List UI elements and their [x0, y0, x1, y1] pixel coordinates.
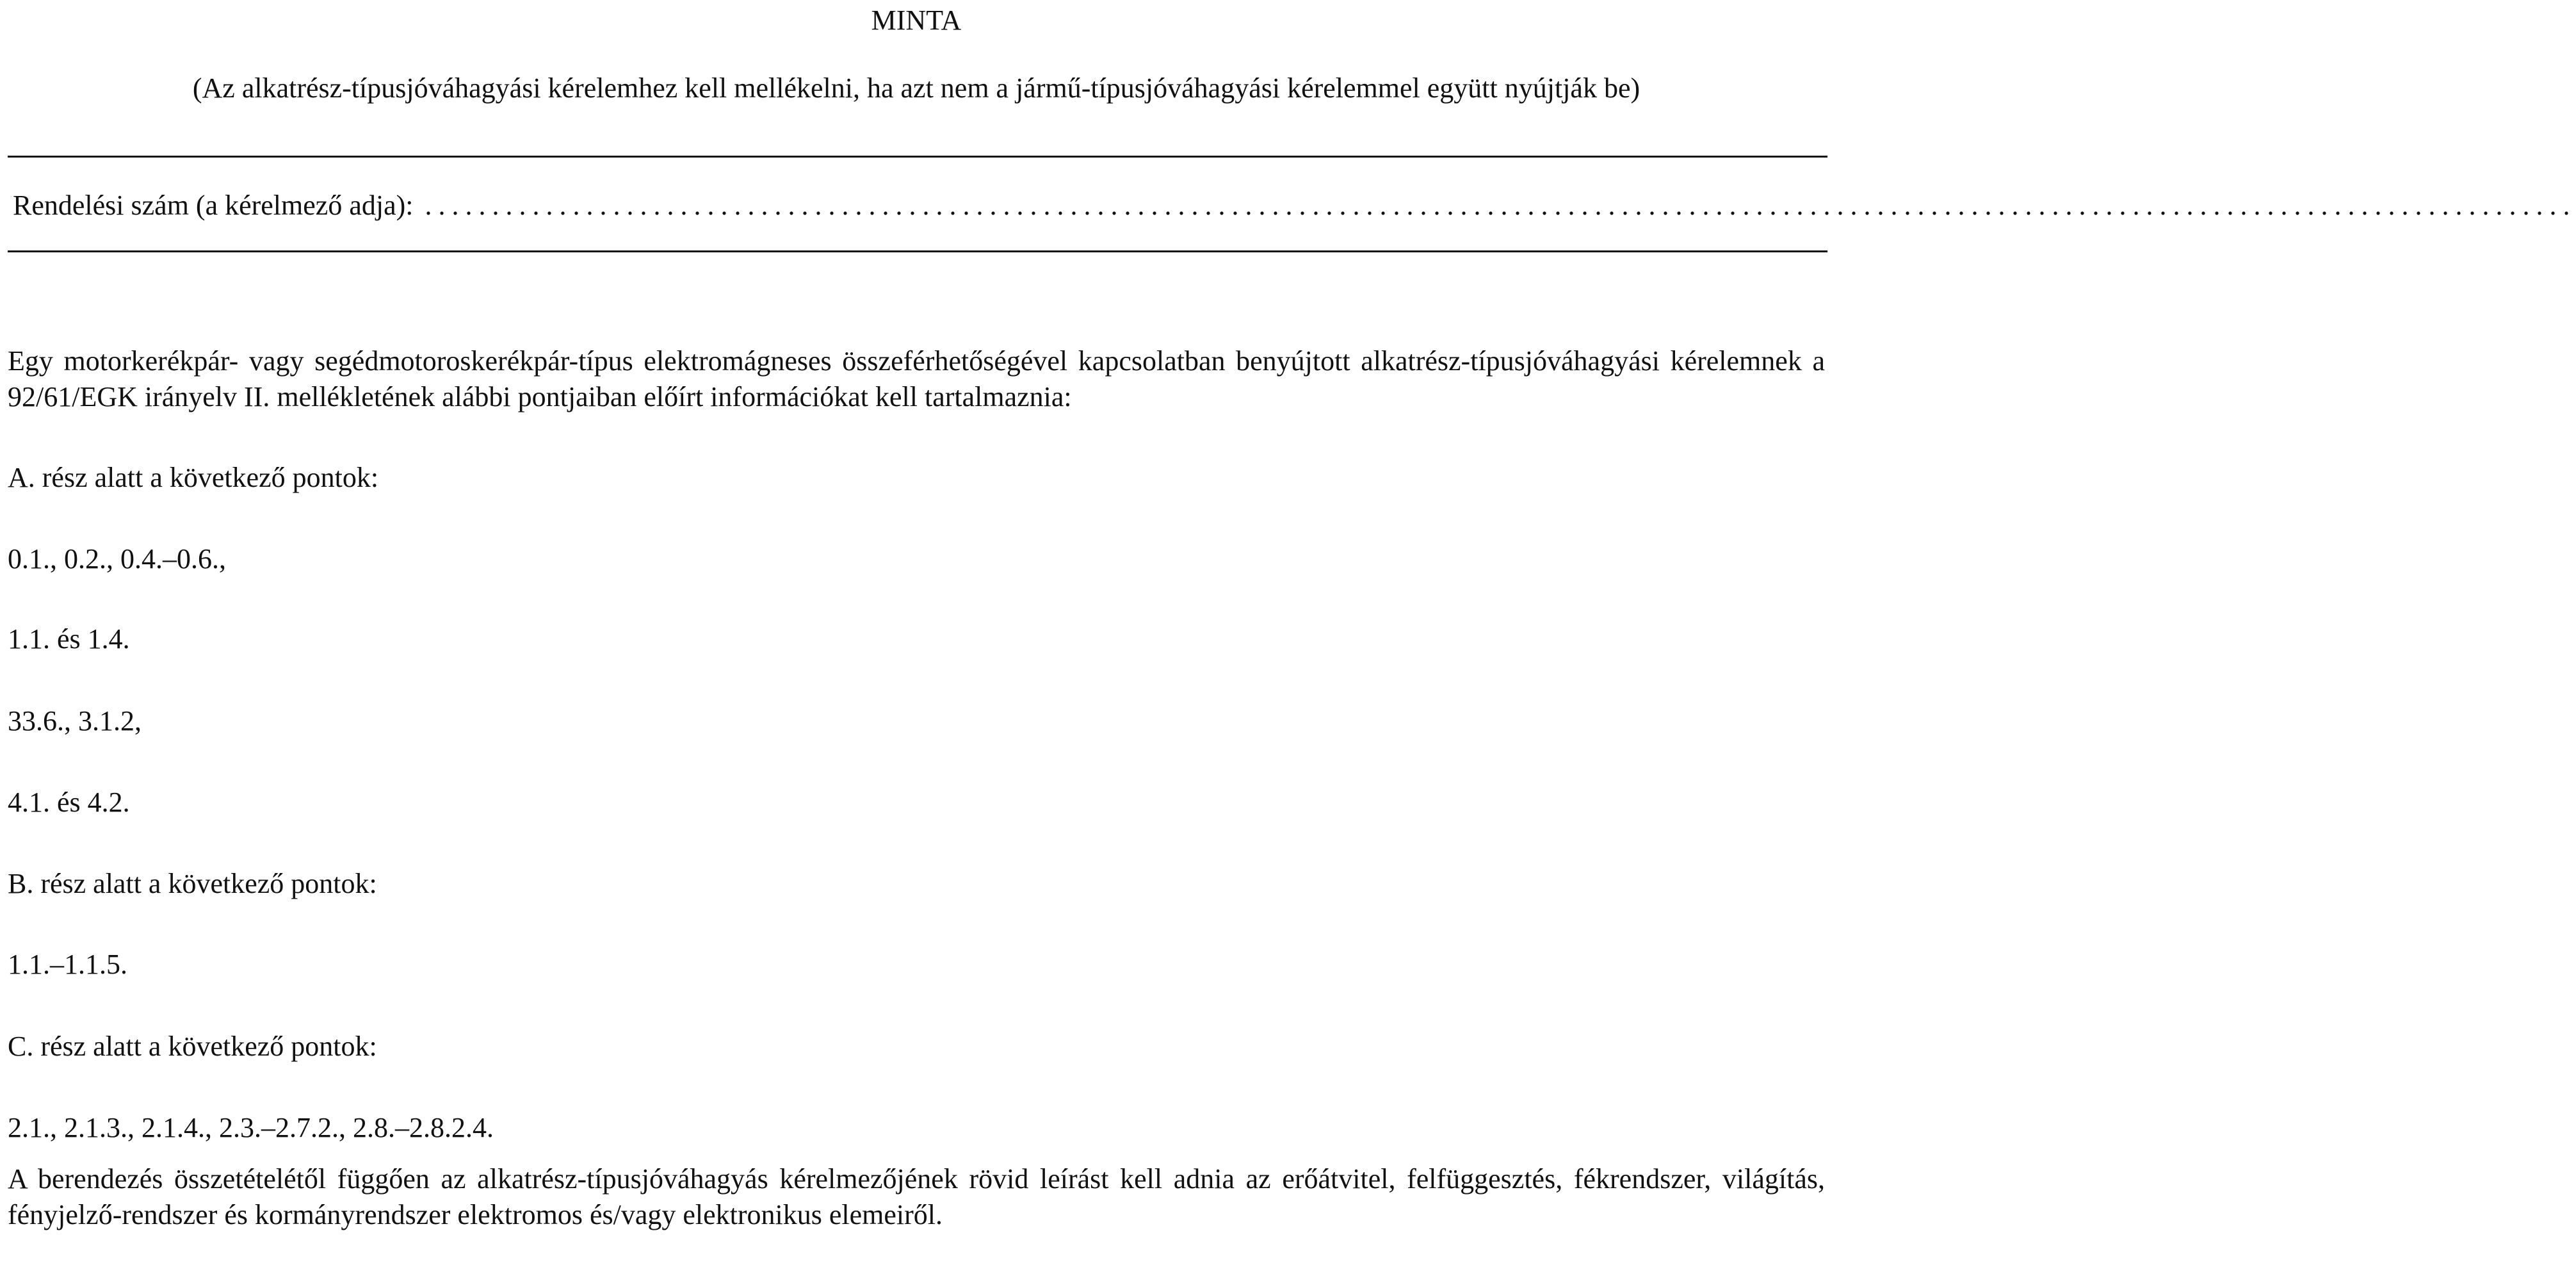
document-subtitle: (Az alkatrész-típusjóváhagyási kérelemhez kell mellékelni, ha azt nem a jármű-típusjóváhagyási kérelemmel együtt nyújtják be) [192, 72, 1640, 104]
part-a-heading: A. rész alatt a következő pontok: [8, 462, 379, 493]
document-title: MINTA [871, 4, 962, 36]
part-c-item: 2.1., 2.1.3., 2.1.4., 2.3.–2.7.2., 2.8.–2.8.2.4. [8, 1112, 494, 1143]
part-a-item: 0.1., 0.2., 0.4.–0.6., [8, 543, 226, 575]
top-divider [8, 156, 1827, 158]
intro-paragraph: Egy motorkerékpár- vagy segédmotoroskerékpár-típus elektromágneses összeférhetőségével kapcsolatban benyújtott alkatrész-típusjóváhagyási kérelemnek a 92/61/EGK irányelv II. mellékletének alábbi pontjaiban előírt információkat kell tartalmaznia: [8, 345, 1825, 412]
closing-paragraph: A berendezés összetételétől függően az alkatrész-típusjóváhagyás kérelmezőjének rövid leírást kell adnia az erőátvitel, felfüggesztés, fékrendszer, világítás, fényjelző-rendszer és kormányrendszer elektromos és/vagy elektronikus elemeiről. [8, 1163, 1825, 1230]
order-number-dot-leader: ................................................................................................................................................................ [425, 190, 2576, 221]
part-b-heading: B. rész alatt a következő pontok: [8, 868, 377, 899]
part-c-heading: C. rész alatt a következő pontok: [8, 1031, 377, 1062]
order-number-row [13, 188, 2576, 224]
bottom-divider [8, 250, 1827, 252]
part-b-item: 1.1.–1.1.5. [8, 949, 127, 980]
part-a-item: 33.6., 3.1.2, [8, 705, 142, 737]
part-a-item: 1.1. és 1.4. [8, 623, 130, 655]
part-a-item: 4.1. és 4.2. [8, 787, 130, 818]
order-number-label: Rendelési szám (a kérelmező adja): [13, 190, 414, 221]
